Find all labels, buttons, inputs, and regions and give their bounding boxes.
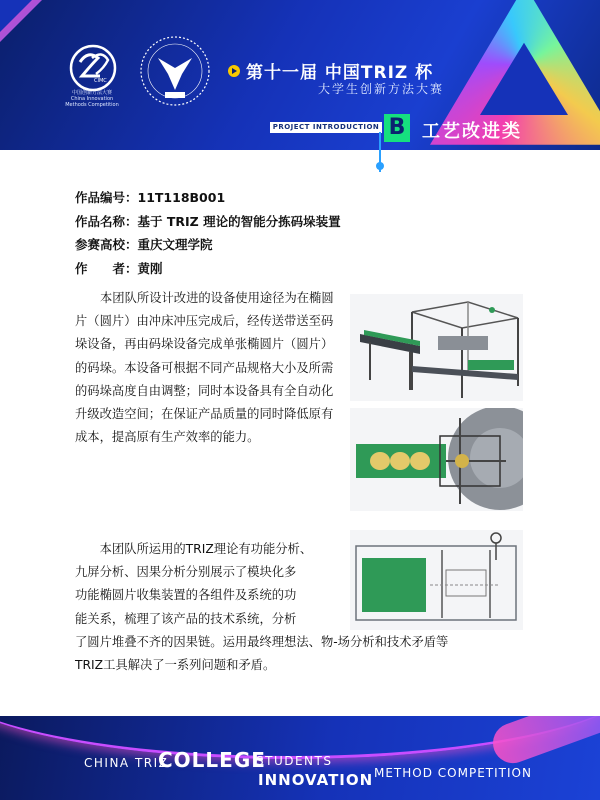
info-author-row: 作 者：黄刚 [75,260,163,276]
footer-word-students: STUDENTS [256,754,333,768]
description-paragraph-1: 本团队所设计改进的设备使用途径为在椭圆片（圆片）由冲床冲压完成后，经传送带送至码垛设备，再由码垛设备完成单张椭圆片（圆片）的码垛。本设备可根据不同产品规格大小及所需的码垛高度自由调整；同时本设备具有全自动化升级改造空间；在保证产品质量的同时降低原有成本，提高原有生产效率的能力。 [75,291,334,445]
page-footer [0,716,600,800]
footer-word-china-triz: CHINA TRIZ [84,756,169,770]
footer-word-college: COLLEGE [158,748,266,772]
footer-word-innovation: INNOVATION [258,771,374,789]
project-intro-label: PROJECT INTRODUCTION [270,122,382,133]
info-name-row: 作品名称：基于 TRIZ 理论的智能分拣码垛装置 [75,213,341,229]
footer-swoosh-decoration [487,716,600,769]
title-text: 第十一届 中国TRIZ 杯 [246,63,434,83]
divider-dot [376,162,384,170]
footer-word-method-competition: METHOD COMPETITION [374,766,532,780]
machine-top-view-image [350,408,523,511]
logo-caption: 中国创新方法大赛 China Innovation Methods Competition [65,90,119,108]
description-paragraph-2: 本团队所运用的TRIZ理论有功能分析、 九屏分析、因果分析分别展示了模块化多 功能椭圆片收集装置的各组件及系统的功 能关系，梳理了该产品的技术系统，分析 了圆片堆叠不齐的因果链。运用最终理想法、物-场分析和技术矛盾等 TRIZ工具解决了一系列问题和矛盾。 [75,542,449,673]
info-school-row: 参赛高校：重庆文理学院 [75,237,213,252]
category-name: 工艺改进类 [422,121,522,142]
triz-cup-emblem-icon [138,34,212,108]
competition-subtitle: 大学生创新方法大赛 [318,82,445,96]
category-letter-badge: B [384,114,410,142]
info-code-row: 作品编号：11T118B001 [75,190,226,205]
svg-text:CIMC: CIMC [94,78,107,84]
page-header [0,0,600,150]
project-info [75,186,341,280]
play-circle-icon [228,65,240,77]
machine-3d-render-image [350,294,523,401]
